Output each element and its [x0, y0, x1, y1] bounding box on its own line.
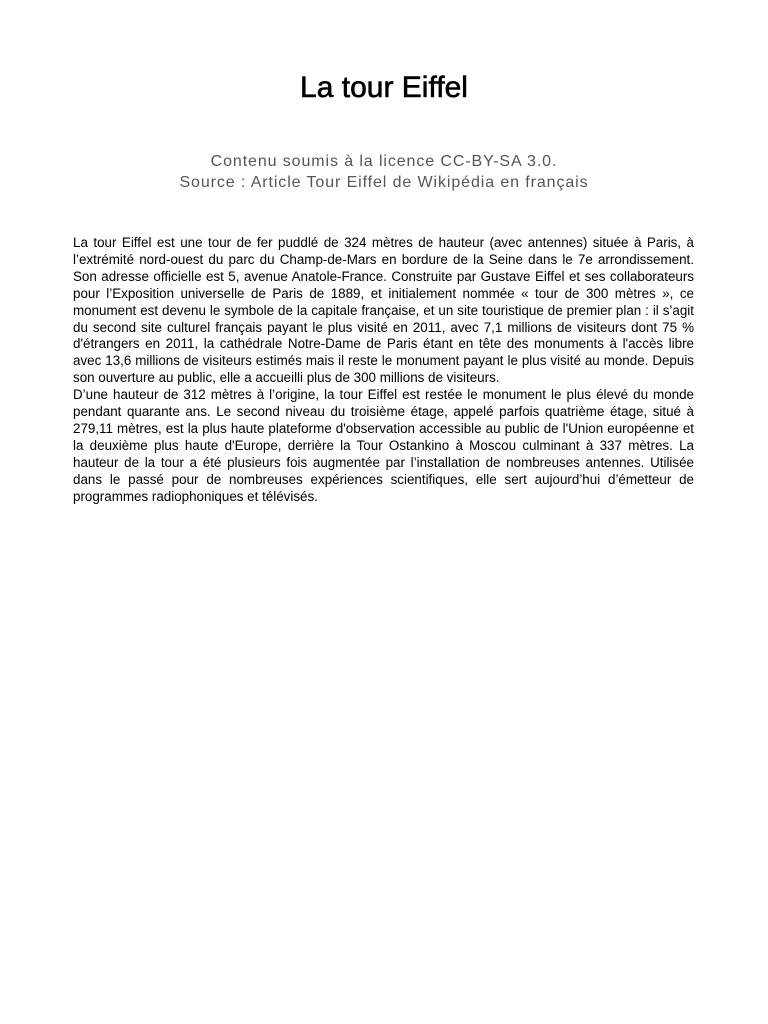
paragraph: D’une hauteur de 312 mètres à l’origine, la tour Eiffel est restée le monument le plus élevé du monde pendant quarante ans. Le second niveau du troisième étage, appelé parfois quatrième étage, situé à 279,11 mètres, est la plus haute plateforme d'observation accessible au public de l'Union européenne et la deuxième plus haute d'Europe, derrière la Tour Ostankino à Moscou culminant à 337 mètres. La hauteur de la tour a été plusieurs fois augmentée par l’installation de nombreuses antennes. Utilisée dans le passé pour de nombreuses expériences scientifiques, elle sert aujourd’hui d’émetteur de programmes radiophoniques et télévisés.	[73, 387, 694, 504]
article-body	[73, 235, 694, 506]
license-line: Contenu soumis à la licence CC-BY-SA 3.0.	[210, 153, 558, 170]
page-title: La tour Eiffel	[300, 71, 468, 104]
paragraph: La tour Eiffel est une tour de fer puddlé de 324 mètres de hauteur (avec antennes) située à Paris, à l’extrémité nord-ouest du parc du Champ-de-Mars en bordure de la Seine dans le 7e arrondissement. Son adresse officielle est 5, avenue Anatole-France. Construite par Gustave Eiffel et ses collaborateurs pour l’Exposition universelle de Paris de 1889, et initialement nommée « tour de 300 mètres », ce monument est devenu le symbole de la capitale française, et un site touristique de premier plan : il s’agit du second site culturel français payant le plus visité en 2011, avec 7,1 millions de visiteurs dont 75 % d'étrangers en 2011, la cathédrale Notre-Dame de Paris étant en tête des monuments à l'accès libre avec 13,6 millions de visiteurs estimés mais il reste le monument payant le plus visité au monde. Depuis son ouverture au public, elle a accueilli plus de 300 millions de visiteurs.	[73, 235, 694, 386]
source-line: Source : Article Tour Eiffel de Wikipédia en français	[179, 174, 589, 191]
license-notice	[0, 151, 768, 193]
